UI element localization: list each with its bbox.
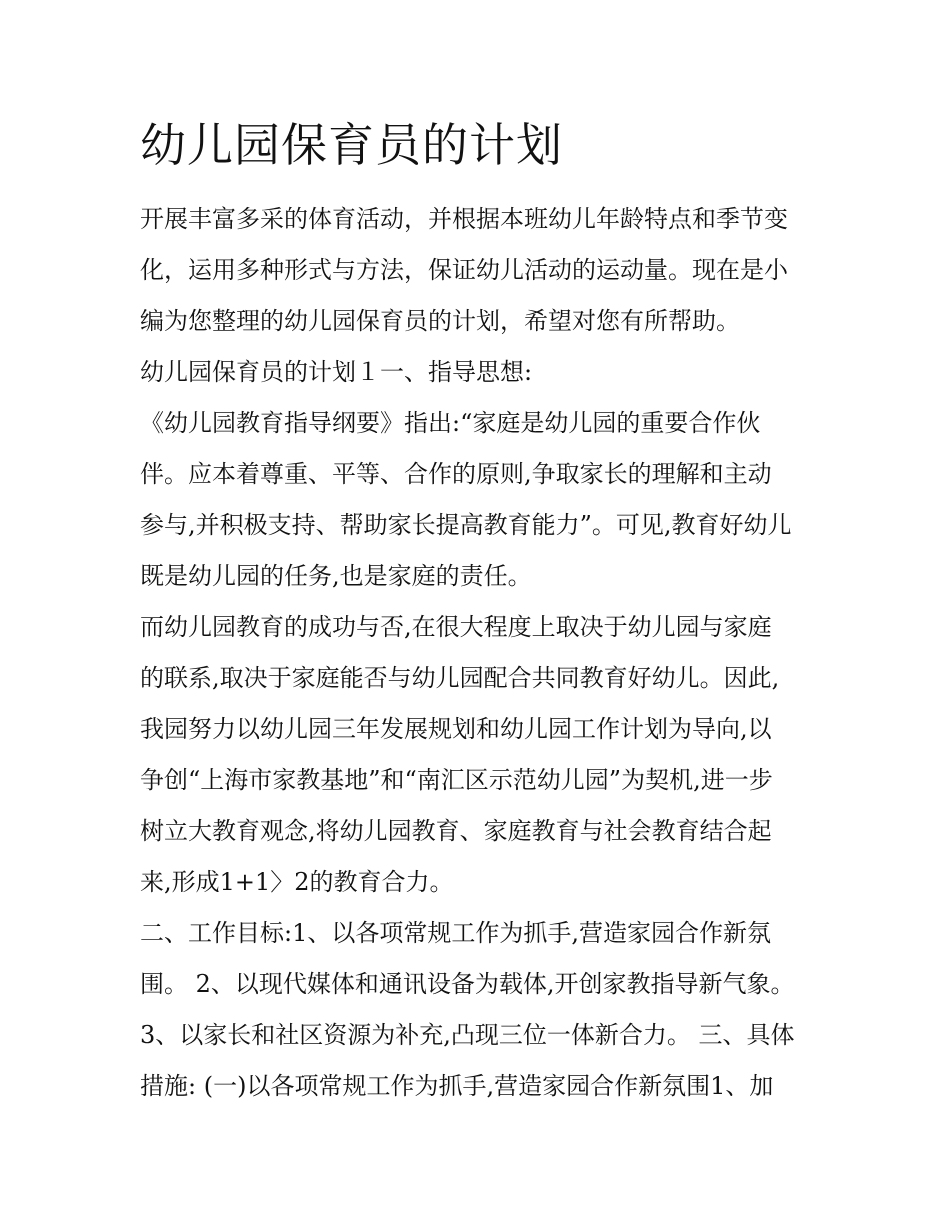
text-line: 参与,并积极支持、帮助家长提高教育能力”。可见,教育好幼儿: [140, 511, 792, 539]
document-page: [140, 112, 812, 1112]
text-line: 的联系,取决于家庭能否与幼儿园配合共同教育好幼儿。因此,: [140, 664, 780, 692]
text-line: 围。 2、以现代媒体和通讯设备为载体,开创家教指导新气象。: [140, 970, 795, 998]
text-line: 开展丰富多采的体育活动，并根据本班幼儿年龄特点和季节变: [140, 205, 788, 233]
text-line: 化，运用多种形式与方法，保证幼儿活动的运动量。现在是小: [140, 256, 788, 284]
text-line: 伴。应本着尊重、平等、合作的原则,争取家长的理解和主动: [140, 460, 772, 488]
text-line: 我园努力以幼儿园三年发展规划和幼儿园工作计划为导向,以: [140, 715, 772, 743]
text-line: 树立大教育观念,将幼儿园教育、家庭教育与社会教育结合起: [140, 817, 772, 845]
text-line: 二、工作目标:1、以各项常规工作为抓手,营造家园合作新氛: [140, 919, 771, 947]
text-line: 而幼儿园教育的成功与否,在很大程度上取决于幼儿园与家庭: [140, 613, 772, 641]
text-line: 争创“上海市家教基地”和“南汇区示范幼儿园”为契机,进一步: [140, 766, 773, 794]
text-line: 《幼儿园教育指导纲要》指出:“家庭是幼儿园的重要合作伙: [140, 409, 761, 437]
text-line: 3、以家长和社区资源为补充,凸现三位一体新合力。 三、具体: [140, 1021, 795, 1049]
text-line: 来,形成1+1〉2的教育合力。: [140, 868, 454, 896]
text-line: 既是幼儿园的任务,也是家庭的责任。: [140, 562, 532, 590]
document-body: [140, 194, 812, 1112]
text-line: 措施: (一)以各项常规工作为抓手,营造家园合作新氛围1、加: [140, 1072, 774, 1100]
text-line: 幼儿园保育员的计划１一、指导思想:: [140, 358, 533, 386]
document-title: 幼儿园保育员的计划: [140, 118, 563, 172]
text-line: 编为您整理的幼儿园保育员的计划，希望对您有所帮助。: [140, 307, 740, 335]
